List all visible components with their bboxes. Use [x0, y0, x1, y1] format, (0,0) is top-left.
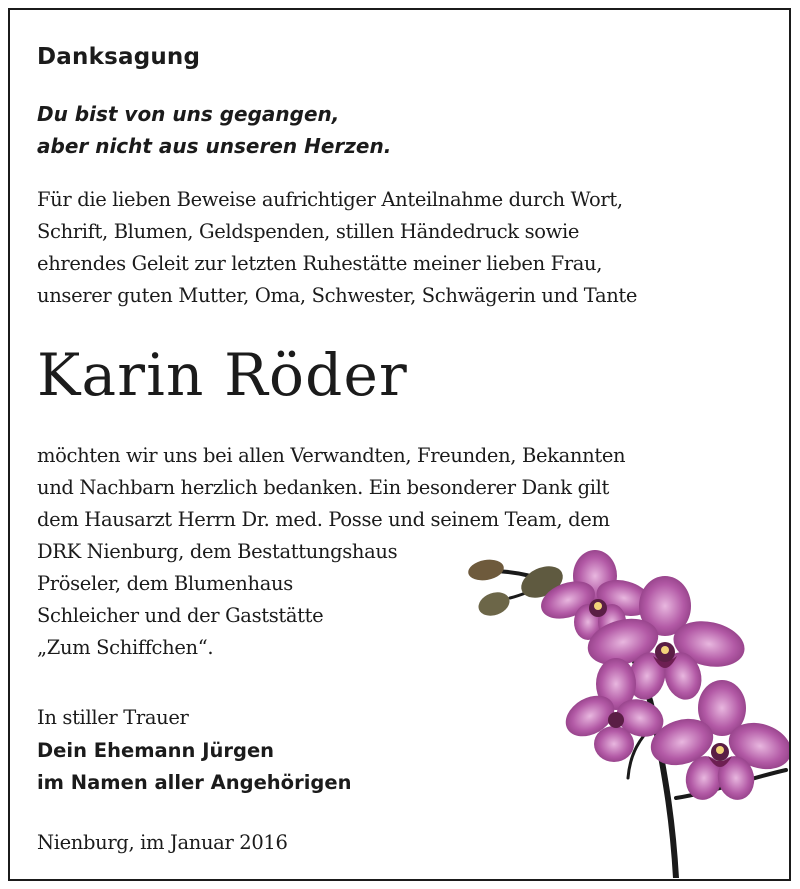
verse-line: aber nicht aus unseren Herzen.	[37, 134, 392, 158]
notice-heading: Danksagung	[37, 44, 201, 70]
text-line: Schleicher und der Gaststätte	[37, 604, 324, 627]
text-line: Schrift, Blumen, Geldspenden, stillen Händedruck sowie	[37, 220, 580, 243]
signature-line: im Namen aller Angehörigen	[37, 771, 352, 794]
obituary-notice	[8, 8, 791, 881]
text-line: Pröseler, dem Blumenhaus	[37, 572, 293, 595]
deceased-name: Karin Röder	[37, 341, 408, 409]
orchid-flower-image	[450, 548, 790, 878]
signature-line: Dein Ehemann Jürgen	[37, 739, 275, 762]
place-date: Nienburg, im Januar 2016	[37, 831, 288, 854]
text-line: ehrendes Geleit zur letzten Ruhestätte meiner lieben Frau,	[37, 252, 603, 275]
text-line: dem Hausarzt Herrn Dr. med. Posse und seinem Team, dem	[37, 508, 610, 531]
verse-line: Du bist von uns gegangen,	[37, 102, 340, 126]
text-line: unserer guten Mutter, Oma, Schwester, Schwägerin und Tante	[37, 284, 638, 307]
text-line: und Nachbarn herzlich bedanken. Ein besonderer Dank gilt	[37, 476, 609, 499]
text-line: möchten wir uns bei allen Verwandten, Freunden, Bekannten	[37, 444, 626, 467]
memorial-verse	[37, 98, 391, 162]
text-line: „Zum Schiffchen“.	[37, 636, 214, 659]
text-line: DRK Nienburg, dem Bestattungshaus	[37, 540, 398, 563]
intro-paragraph	[37, 184, 637, 312]
signature-block	[37, 735, 351, 799]
mourning-line: In stiller Trauer	[37, 706, 189, 729]
text-line: Für die lieben Beweise aufrichtiger Anteilnahme durch Wort,	[37, 188, 623, 211]
